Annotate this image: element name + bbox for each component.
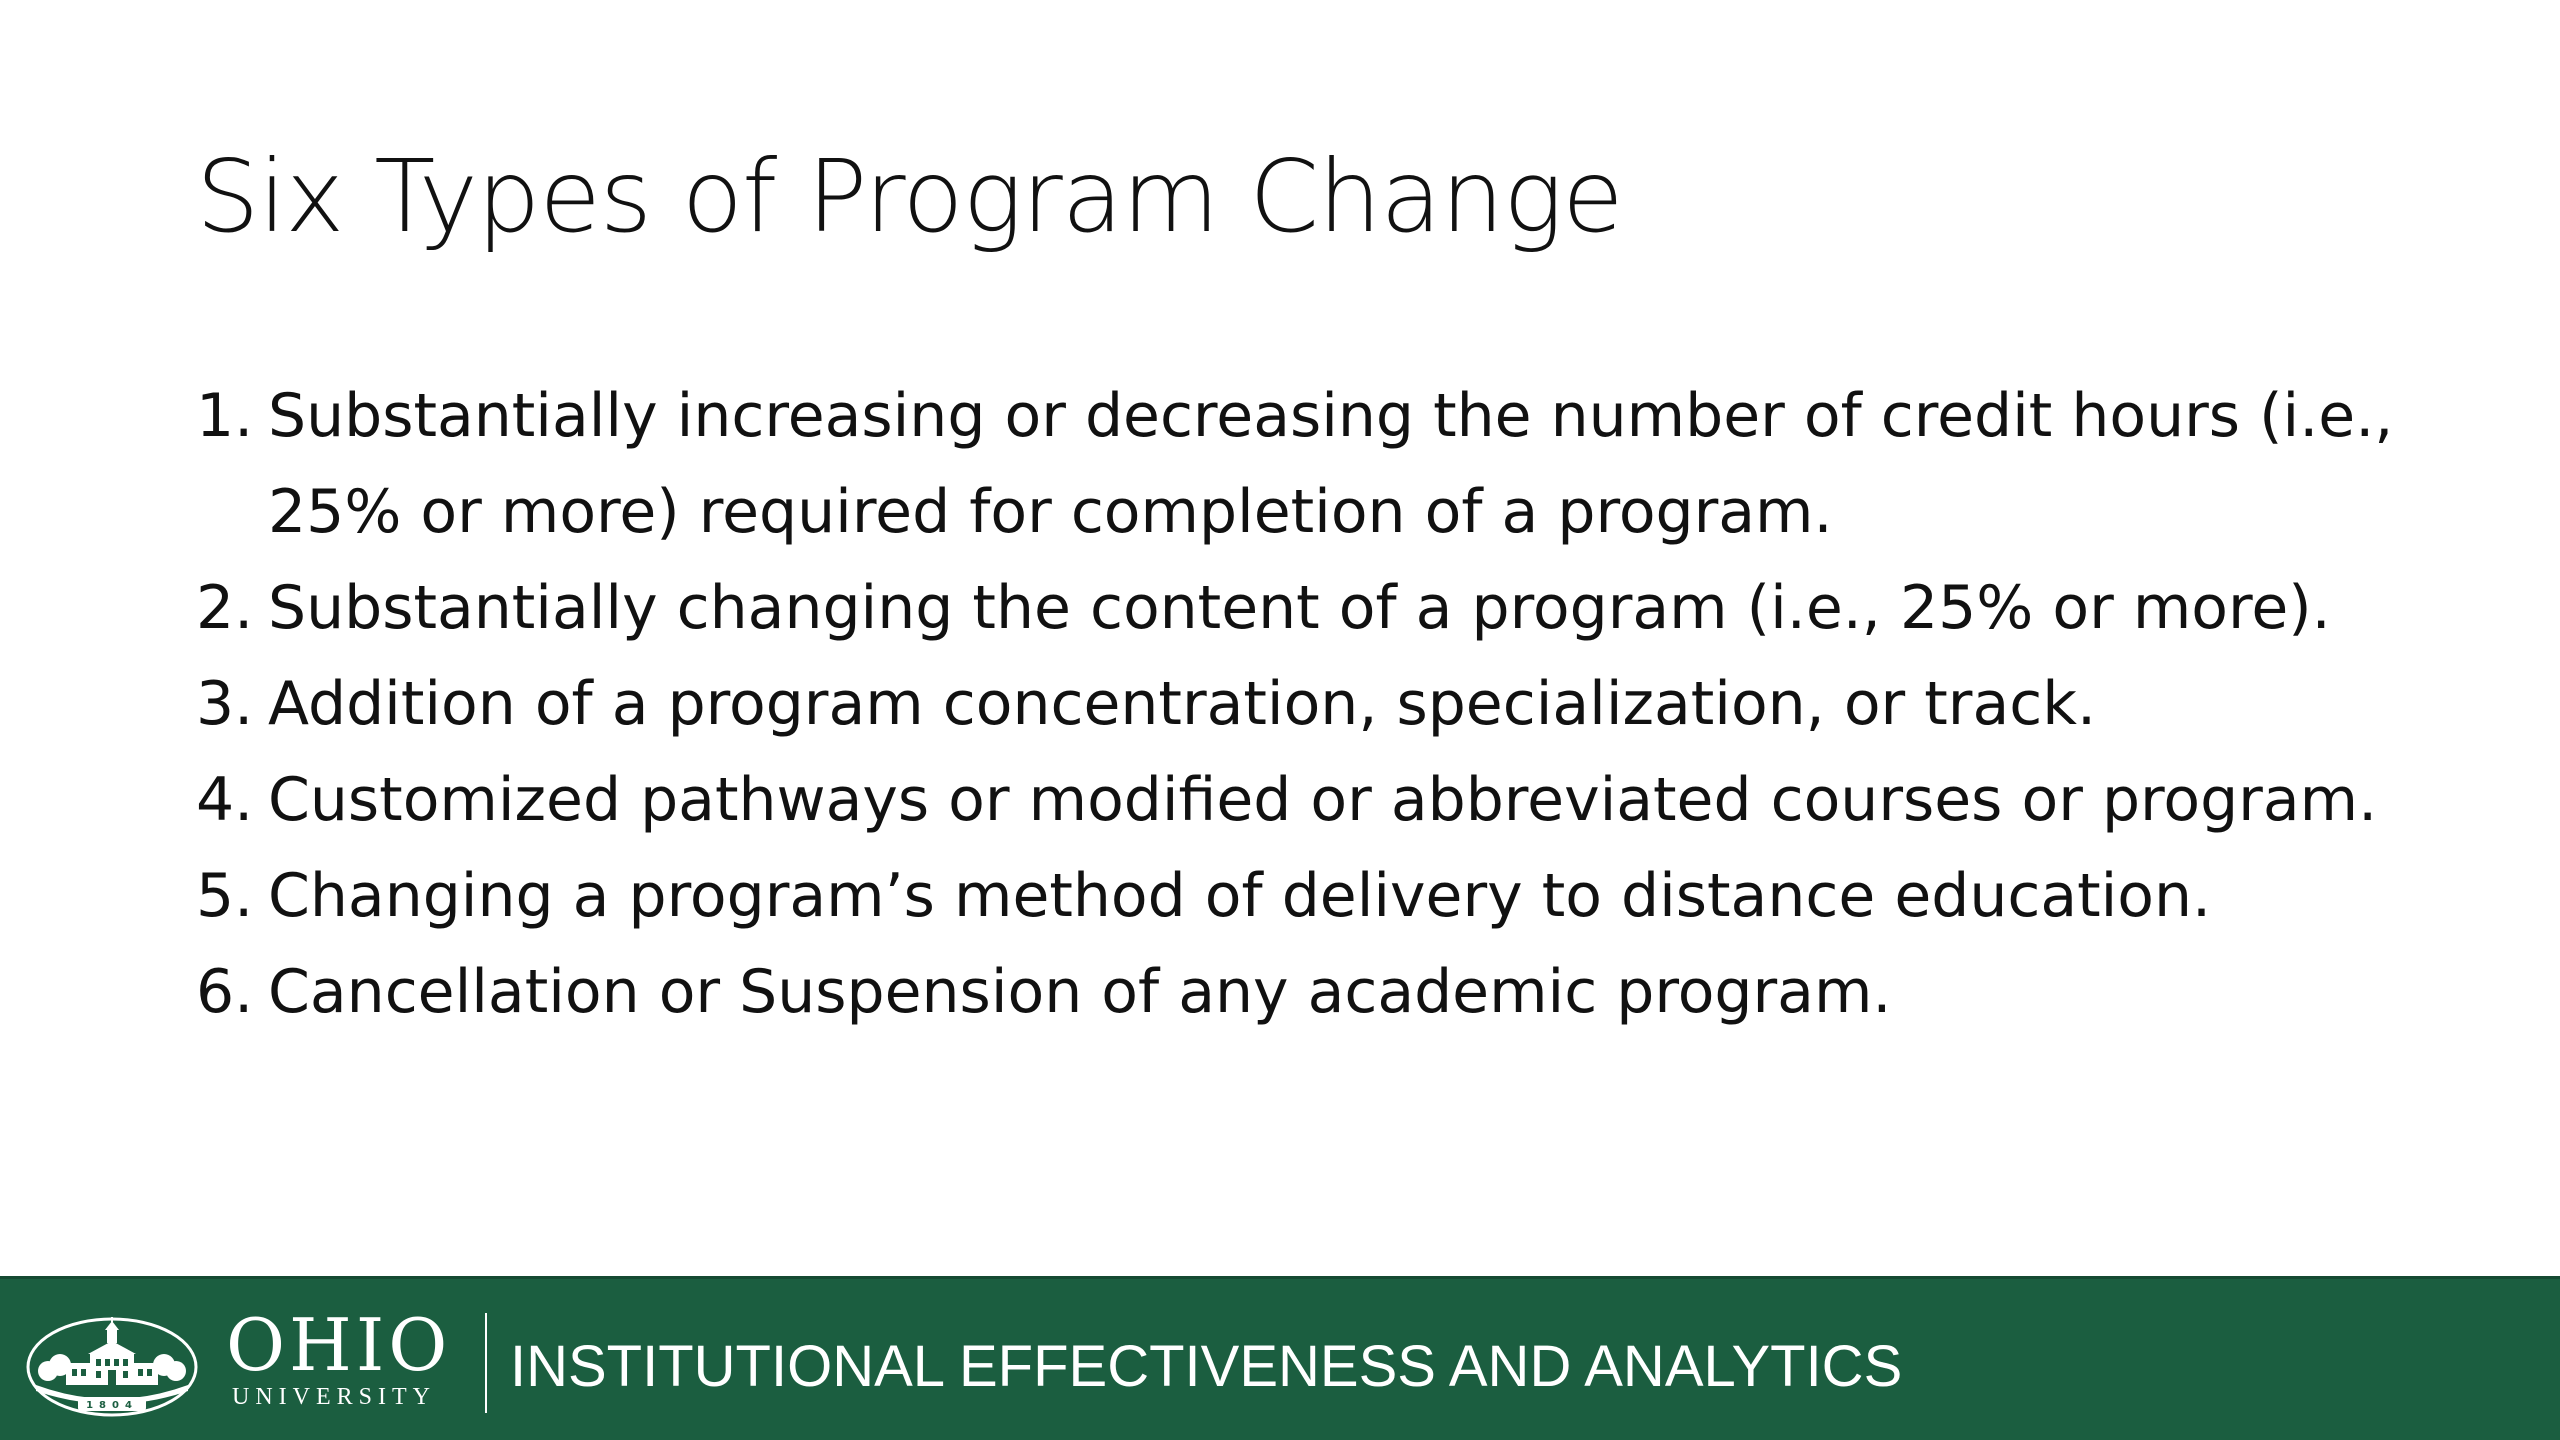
footer-bar (0, 1276, 2560, 1440)
list-item-text: Changing a program’s method of delivery to distance education. (268, 861, 2212, 931)
list-item (196, 944, 2446, 1040)
list-item (196, 560, 2446, 656)
slide-title: Six Types of Program Change (196, 138, 1623, 255)
list-item (196, 848, 2446, 944)
list-item-number: 6. (196, 957, 254, 1027)
ohio-wordmark: OHIO (226, 1303, 452, 1387)
list-item-number: 4. (196, 765, 254, 835)
list-item (196, 752, 2446, 848)
list-item-text: Addition of a program concentration, specialization, or track. (268, 669, 2097, 739)
list-item-number: 2. (196, 573, 254, 643)
list-item-text: Customized pathways or modified or abbreviated courses or program. (268, 765, 2378, 835)
department-name: INSTITUTIONAL EFFECTIVENESS AND ANALYTICS (510, 1334, 1903, 1399)
list-item-text: Cancellation or Suspension of any academic program. (268, 957, 1892, 1027)
list-item-number: 5. (196, 861, 254, 931)
program-change-list (196, 368, 2446, 1040)
list-item-number: 3. (196, 669, 254, 739)
list-item-number: 1. (196, 381, 254, 451)
list-item (196, 368, 2446, 560)
list-item-text: Substantially changing the content of a program (i.e., 25% or more). (268, 573, 2331, 643)
list-item-text: Substantially increasing or decreasing the number of credit hours (i.e., 25% or more) required for completion of a program. (268, 381, 2394, 547)
footer-divider (485, 1313, 487, 1413)
university-seal-icon (26, 1317, 198, 1417)
university-subtitle: UNIVERSITY (232, 1384, 436, 1410)
seal-year: 1804 (86, 1400, 138, 1411)
list-item (196, 656, 2446, 752)
